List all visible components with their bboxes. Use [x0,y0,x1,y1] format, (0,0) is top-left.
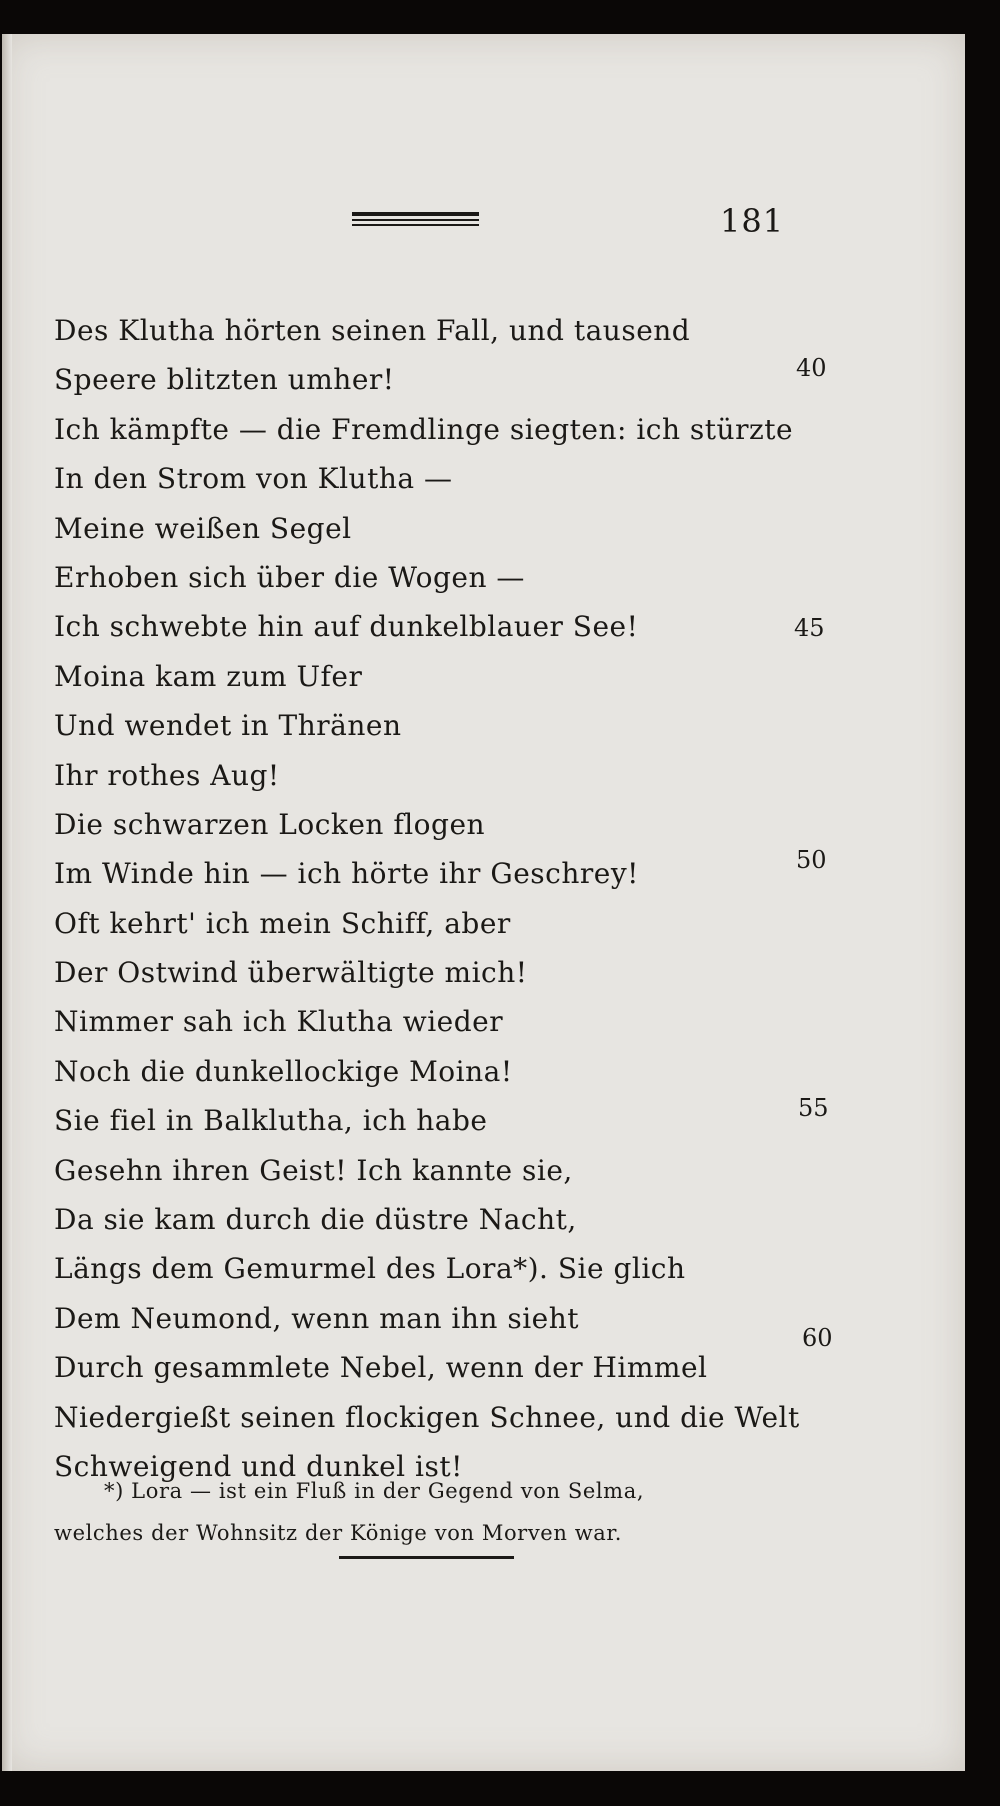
poem-verses [54,306,800,1491]
verse-line: Erhoben sich über die Wogen — [54,560,525,594]
verse-line: Ich kämpfte — die Fremdlinge siegten: ich stürzte [54,412,794,446]
verse-line: Schweigend und dunkel ist! [54,1449,463,1483]
verse-line: Meine weißen Segel [54,511,352,545]
verse-line: Oft kehrt' ich mein Schiff, aber [54,906,511,940]
verse-line: Da sie kam durch die düstre Nacht, [54,1203,577,1237]
verse-line: Durch gesammlete Nebel, wenn der Himmel [54,1351,708,1385]
verse-line: Und wendet in Thränen [54,709,402,743]
verse-line: Gesehn ihren Geist! Ich kannte sie, [54,1153,573,1187]
verse-line: Nimmer sah ich Klutha wieder [54,1005,504,1039]
book-page [2,34,965,1771]
line-number-55: 55 [798,1094,829,1122]
line-number-45: 45 [794,614,825,642]
verse-line: Sie fiel in Balklutha, ich habe [54,1104,488,1138]
verse-line: Des Klutha hörten seinen Fall, und tausend [54,314,691,347]
verse-line: Moina kam zum Ufer [54,659,363,693]
verse-line: Ich schwebte hin auf dunkelblauer See! [54,610,639,644]
footnote-line: *) Lora — ist ein Fluß in der Gegend von Selma, [104,1479,645,1503]
verse-line: Ihr rothes Aug! [54,758,280,792]
page-edge-shadow [2,34,12,1771]
verse-line: Dem Neumond, wenn man ihn sieht [54,1301,580,1335]
footnote-line: welches der Wohnsitz der Könige von Morven war. [54,1521,623,1545]
footer-rule [339,1556,514,1559]
verse-line: Im Winde hin — ich hörte ihr Geschrey! [54,857,639,891]
verse-line: In den Strom von Klutha — [54,462,453,496]
line-number-60: 60 [802,1324,833,1352]
verse-line: Der Ostwind überwältigte mich! [54,956,528,990]
verse-line: Niedergießt seinen flockigen Schnee, und die Welt [54,1400,800,1434]
page-number: 181 [720,202,785,240]
verse-line: Speere blitzten umher! [54,363,395,397]
line-number-40: 40 [796,354,827,382]
header-ornament-rule [352,212,479,226]
verse-line: Noch die dunkellockige Moina! [54,1054,513,1088]
footnote [54,1470,644,1554]
line-number-50: 50 [796,846,827,874]
verse-line: Die schwarzen Locken flogen [54,807,486,841]
verse-line: Längs dem Gemurmel des Lora*). Sie glich [54,1252,686,1286]
